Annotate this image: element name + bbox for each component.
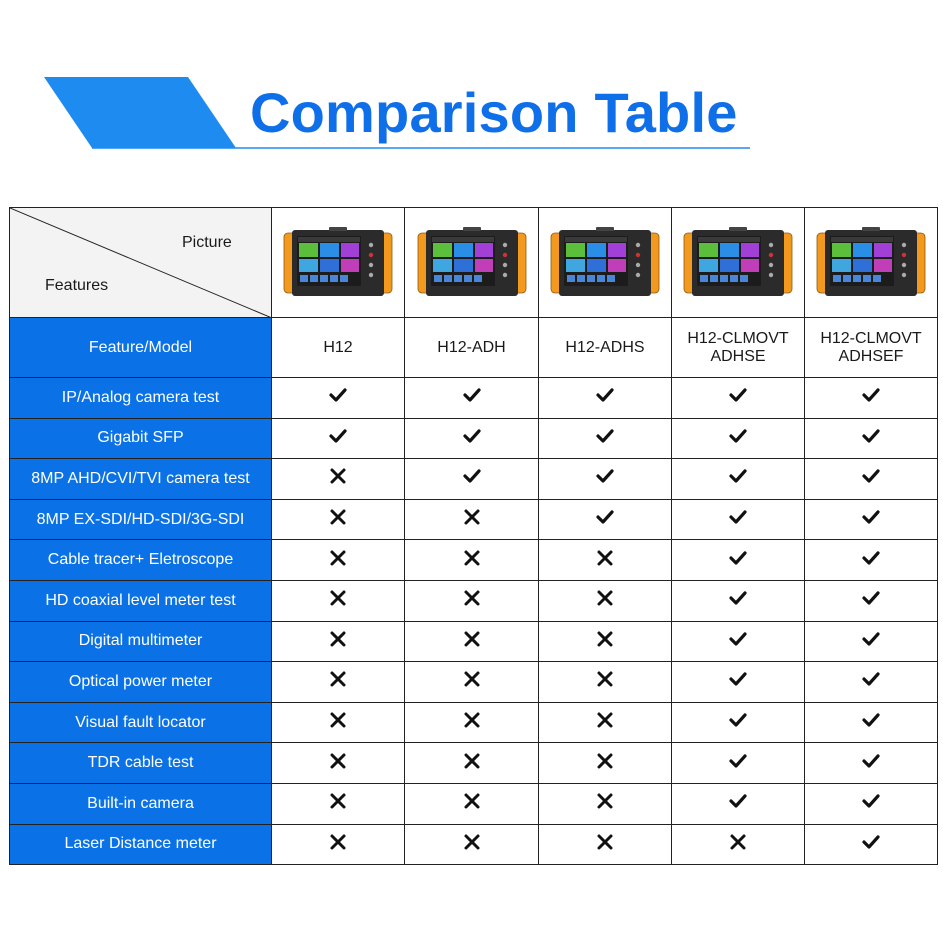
- cross-icon: [595, 548, 615, 568]
- support-cell: [805, 378, 938, 419]
- support-cell: [272, 540, 405, 581]
- support-cell: [405, 743, 539, 784]
- support-cell: [539, 378, 672, 419]
- feature-name-cell: IP/Analog camera test: [10, 378, 272, 419]
- check-icon: [462, 466, 482, 486]
- check-icon: [861, 385, 881, 405]
- features-header-label: Features: [45, 277, 109, 294]
- model-name-line: H12-CLMOVT: [820, 329, 922, 347]
- support-cell: [272, 459, 405, 500]
- support-cell: [405, 378, 539, 419]
- support-cell: [672, 702, 805, 743]
- feature-row: [10, 621, 938, 662]
- cross-icon: [595, 669, 615, 689]
- support-cell: [272, 702, 405, 743]
- check-icon: [861, 710, 881, 730]
- check-icon: [861, 751, 881, 771]
- model-name-cell: [539, 318, 672, 378]
- device-picture-cell: [539, 208, 672, 318]
- support-cell: [805, 418, 938, 459]
- picture-row: [10, 208, 938, 318]
- check-icon: [861, 548, 881, 568]
- support-cell: [539, 662, 672, 703]
- check-icon: [728, 548, 748, 568]
- support-cell: [539, 418, 672, 459]
- support-cell: [405, 459, 539, 500]
- check-icon: [861, 466, 881, 486]
- device-picture-cell: [272, 208, 405, 318]
- check-icon: [728, 669, 748, 689]
- picture-header-label: Picture: [182, 234, 232, 251]
- cross-icon: [595, 751, 615, 771]
- page-title: Comparison Table: [250, 81, 738, 144]
- support-cell: [672, 783, 805, 824]
- model-name-line: H12-ADH: [437, 338, 506, 356]
- check-icon: [728, 751, 748, 771]
- device-picture-cell: [672, 208, 805, 318]
- support-cell: [805, 702, 938, 743]
- support-cell: [539, 580, 672, 621]
- check-icon: [328, 426, 348, 446]
- cross-icon: [462, 669, 482, 689]
- support-cell: [272, 662, 405, 703]
- cross-icon: [462, 791, 482, 811]
- tester-device-image: [283, 227, 393, 299]
- support-cell: [672, 459, 805, 500]
- tester-device-image: [417, 227, 527, 299]
- support-cell: [672, 662, 805, 703]
- check-icon: [861, 669, 881, 689]
- feature-row: [10, 580, 938, 621]
- support-cell: [672, 580, 805, 621]
- cross-icon: [328, 548, 348, 568]
- support-cell: [805, 824, 938, 865]
- corner-header-cell: [10, 208, 272, 318]
- check-icon: [728, 507, 748, 527]
- cross-icon: [595, 791, 615, 811]
- tester-device-image: [683, 227, 793, 299]
- cross-icon: [462, 548, 482, 568]
- title-banner: [0, 0, 943, 170]
- comparison-table-container: [9, 207, 939, 869]
- feature-row: [10, 743, 938, 784]
- check-icon: [728, 426, 748, 446]
- support-cell: [805, 580, 938, 621]
- feature-name-cell: Visual fault locator: [10, 702, 272, 743]
- check-icon: [861, 588, 881, 608]
- support-cell: [272, 499, 405, 540]
- check-icon: [328, 385, 348, 405]
- check-icon: [861, 426, 881, 446]
- check-icon: [595, 385, 615, 405]
- support-cell: [539, 824, 672, 865]
- cross-icon: [328, 466, 348, 486]
- cross-icon: [328, 669, 348, 689]
- cross-icon: [595, 710, 615, 730]
- support-cell: [272, 580, 405, 621]
- tester-device-image: [816, 227, 926, 299]
- model-row: [10, 318, 938, 378]
- support-cell: [672, 378, 805, 419]
- support-cell: [672, 499, 805, 540]
- cross-icon: [328, 751, 348, 771]
- feature-name-cell: Digital multimeter: [10, 621, 272, 662]
- cross-icon: [328, 710, 348, 730]
- support-cell: [405, 824, 539, 865]
- cross-icon: [328, 588, 348, 608]
- cross-icon: [328, 507, 348, 527]
- support-cell: [405, 418, 539, 459]
- support-cell: [405, 783, 539, 824]
- cross-icon: [328, 629, 348, 649]
- cross-icon: [595, 588, 615, 608]
- device-picture-cell: [805, 208, 938, 318]
- model-name-line: H12: [323, 338, 353, 356]
- feature-row: [10, 459, 938, 500]
- feature-name-cell: 8MP AHD/CVI/TVI camera test: [10, 459, 272, 500]
- check-icon: [462, 385, 482, 405]
- cross-icon: [462, 507, 482, 527]
- support-cell: [672, 743, 805, 784]
- cross-icon: [462, 751, 482, 771]
- feature-name-cell: Gigabit SFP: [10, 418, 272, 459]
- support-cell: [405, 662, 539, 703]
- support-cell: [272, 418, 405, 459]
- support-cell: [405, 580, 539, 621]
- cross-icon: [595, 629, 615, 649]
- model-name-cell: [272, 318, 405, 378]
- diagonal-divider: [10, 208, 272, 318]
- cross-icon: [328, 791, 348, 811]
- cross-icon: [728, 832, 748, 852]
- support-cell: [539, 702, 672, 743]
- support-cell: [539, 621, 672, 662]
- check-icon: [861, 507, 881, 527]
- check-icon: [728, 629, 748, 649]
- cross-icon: [462, 588, 482, 608]
- support-cell: [272, 743, 405, 784]
- support-cell: [405, 499, 539, 540]
- feature-name-cell: Laser Distance meter: [10, 824, 272, 865]
- cross-icon: [462, 832, 482, 852]
- cross-icon: [462, 710, 482, 730]
- support-cell: [805, 499, 938, 540]
- support-cell: [672, 824, 805, 865]
- comparison-table: [9, 207, 938, 865]
- support-cell: [672, 621, 805, 662]
- model-name-line: H12-ADHS: [565, 338, 645, 356]
- support-cell: [805, 621, 938, 662]
- support-cell: [405, 540, 539, 581]
- feature-row: [10, 662, 938, 703]
- check-icon: [595, 507, 615, 527]
- support-cell: [272, 621, 405, 662]
- support-cell: [672, 540, 805, 581]
- support-cell: [272, 378, 405, 419]
- feature-row: [10, 499, 938, 540]
- support-cell: [405, 621, 539, 662]
- feature-name-cell: 8MP EX-SDI/HD-SDI/3G-SDI: [10, 499, 272, 540]
- check-icon: [728, 710, 748, 730]
- cross-icon: [595, 832, 615, 852]
- support-cell: [272, 783, 405, 824]
- support-cell: [539, 783, 672, 824]
- check-icon: [861, 832, 881, 852]
- check-icon: [595, 426, 615, 446]
- banner-shape: [44, 77, 236, 148]
- support-cell: [805, 459, 938, 500]
- check-icon: [728, 791, 748, 811]
- cross-icon: [328, 832, 348, 852]
- support-cell: [539, 540, 672, 581]
- model-name-cell: [672, 318, 805, 378]
- support-cell: [405, 702, 539, 743]
- check-icon: [728, 588, 748, 608]
- feature-name-cell: Built-in camera: [10, 783, 272, 824]
- support-cell: [539, 499, 672, 540]
- support-cell: [805, 743, 938, 784]
- check-icon: [462, 426, 482, 446]
- check-icon: [728, 385, 748, 405]
- feature-row: [10, 824, 938, 865]
- feature-name-cell: HD coaxial level meter test: [10, 580, 272, 621]
- feature-row: [10, 540, 938, 581]
- feature-model-label: Feature/Model: [10, 318, 272, 378]
- model-name-cell: [805, 318, 938, 378]
- feature-name-cell: TDR cable test: [10, 743, 272, 784]
- feature-name-cell: Cable tracer+ Eletroscope: [10, 540, 272, 581]
- feature-name-cell: Optical power meter: [10, 662, 272, 703]
- model-name-line: ADHSEF: [838, 347, 904, 365]
- model-name-line: ADHSE: [710, 347, 766, 365]
- model-name-cell: [405, 318, 539, 378]
- check-icon: [728, 466, 748, 486]
- support-cell: [805, 540, 938, 581]
- support-cell: [539, 743, 672, 784]
- support-cell: [805, 783, 938, 824]
- feature-row: [10, 783, 938, 824]
- feature-row: [10, 418, 938, 459]
- tester-device-image: [550, 227, 660, 299]
- check-icon: [595, 466, 615, 486]
- feature-row: [10, 378, 938, 419]
- cross-icon: [462, 629, 482, 649]
- support-cell: [539, 459, 672, 500]
- model-name-line: H12-CLMOVT: [687, 329, 789, 347]
- check-icon: [861, 629, 881, 649]
- support-cell: [272, 824, 405, 865]
- support-cell: [672, 418, 805, 459]
- support-cell: [805, 662, 938, 703]
- check-icon: [861, 791, 881, 811]
- device-picture-cell: [405, 208, 539, 318]
- feature-row: [10, 702, 938, 743]
